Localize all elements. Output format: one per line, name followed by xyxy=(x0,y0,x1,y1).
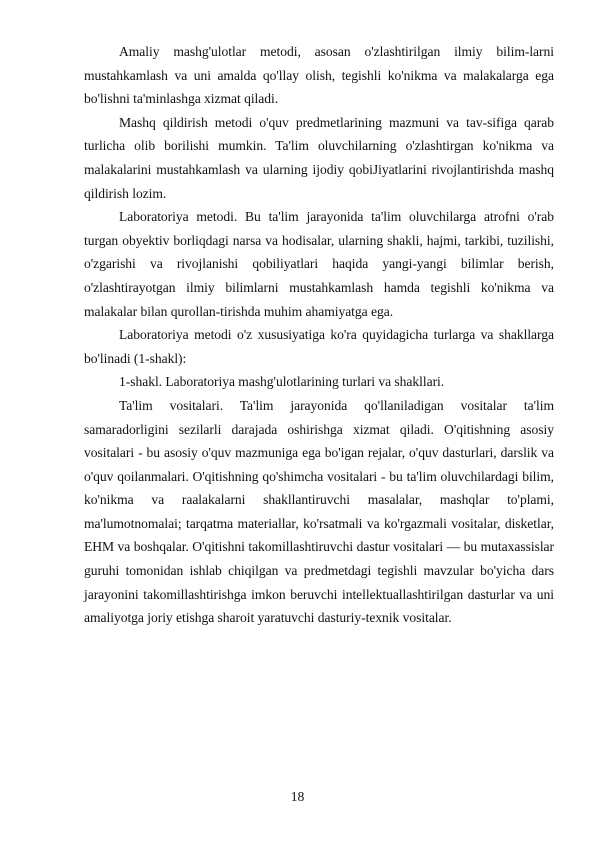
paragraph-laboratory-method: Laboratoriya metodi. Bu ta'lim jarayonida ta'lim oluvchilarga atrofni o'rab turgan obyektiv borliqdagi narsa va hodisalar, ularning shakli, hajmi, tarkibi, tuzilishi, o'zgarishi va rivojlanishi qobiliyatlari haqida yangi-yangi bilimlar berish, o'zlashtirayotgan ilmiy bilimlarni mustahkamlash hamda tegishli ko'nikma va malakalar bilan qurollan-tirishda muhim ahamiyatga ega. xyxy=(84,209,554,319)
document-body xyxy=(84,40,554,630)
page-number: 18 xyxy=(290,789,305,804)
figure-caption: 1-shakl. Laboratoriya mashg'ulotlarining turlari va shakllari. xyxy=(119,374,445,390)
paragraph-laboratory-types: Laboratoriya metodi o'z xususiyatiga ko'ra quyidagicha turlarga va shakllarga bo'linadi (1-shakl): xyxy=(84,327,554,366)
paragraph-teaching-tools: Ta'lim vositalari. Ta'lim jarayonida qo'llaniladigan vositalar ta'lim samaradorligini sezilarli darajada oshirishga xizmat qiladi. O'qitishning asosiy vositalari - bu asosiy o'quv mazmuniga ega bo'igan rejalar, o'quv dasturlari, darslik va o'quv qoilanmalari. O'qitishning qo'shimcha vositalari - bu ta'lim oluvchilardagi bilim, ko'nikma va raalakalarni shakllantiruvchi masalalar, mashqlar to'plami, ma'lumotnomalai; tarqatma materiallar, ko'rsatmali va ko'rgazmali vositalar, disketlar, EHM va boshqalar. O'qitishni takomillashtiruvchi dastur vositalari — bu mutaxassislar guruhi tomonidan ishlab chiqilgan va predmetdagi tegishli mavzular bo'yicha dars jarayonini takomillashtirishga imkon beruvchi intellektuallashtirilgan dasturlar va uni amaliyotga joriy etishga sharoit yaratuvchi dasturiy-texnik vositalar. xyxy=(84,397,554,626)
paragraph-drill-method: Mashq qildirish metodi o'quv predmetlarining mazmuni va tav-sifiga qarab turlicha olib borilishi mumkin. Ta'lim oluvchilarning o'zlashtirgan ko'nikma va malakalarini mustahkamlash va ularning ijodiy qobiJiyatlarini rivojlantirishda mashq qildirish lozim. xyxy=(84,114,554,201)
paragraph-practical-exercises: Amaliy mashg'ulotlar metodi, asosan o'zlashtirilgan ilmiy bilim-larni mustahkamlash va uni amalda qo'llay olish, tegishli ko'nikma va malakalarga ega bo'lishni ta'minlashga xizmat qiladi. xyxy=(84,44,554,107)
